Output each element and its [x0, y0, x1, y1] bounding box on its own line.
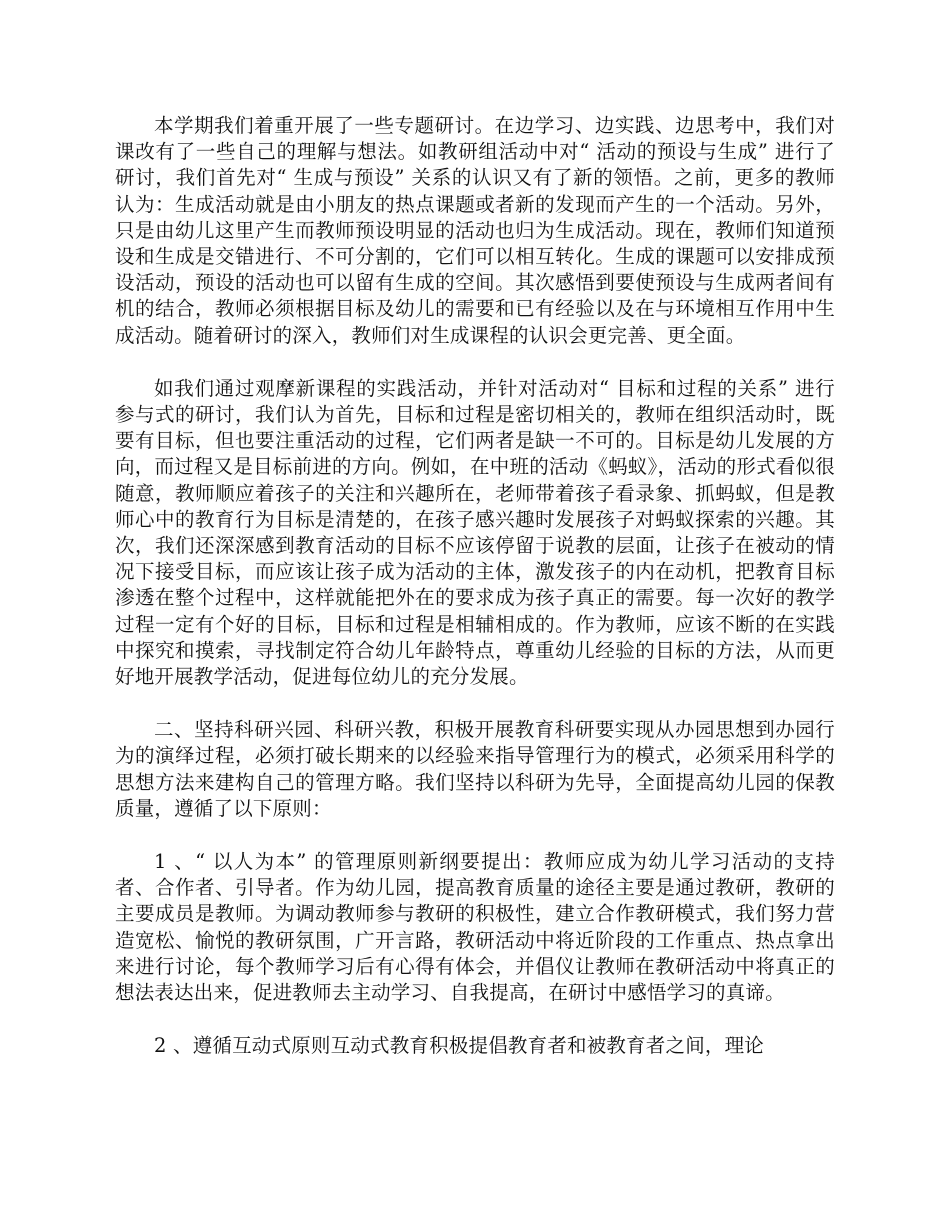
paragraph-people-oriented: 1 、“ 以人为本” 的管理原则新纲要提出：教师应成为幼儿学习活动的支持者、合作者、引导者。作为幼儿园，提高教育质量的途径主要是通过教研，教研的主要成员是教师。为调动教师参与教研的积极性，建立合作教研模式，我们努力营造宽松、愉悦的教研氛围，广开言路，教研活动中将近阶段的工作重点、热点拿出来进行讨论，每个教师学习后有心得有体会，并倡仪让教师在教研活动中将真正的想法表达出来，促进教师去主动学习、自我提高，在研讨中感悟学习的真谛。: [115, 850, 835, 1005]
paragraph-interactive-principle: 2 、遵循互动式原则互动式教育积极提倡教育者和被教育者之间，理论: [154, 1034, 765, 1058]
paragraph-goals-and-process: 如我们通过观摩新课程的实践活动，并针对活动对“ 目标和过程的关系” 进行参与式的研讨，我们认为首先，目标和过程是密切相关的，教师在组织活动时，既要有目标，但也要注重活动的过程，它们两者是缺一不可的。目标是幼儿发展的方向，而过程又是目标前进的方向。例如，在中班的活动《蚂蚁》，活动的形式看似很随意，教师顺应着孩子的关注和兴趣所在，老师带着孩子看录象、抓蚂蚁，但是教师心中的教育行为目标是清楚的，在孩子感兴趣时发展孩子对蚂蚁探索的兴趣。其次，我们还深深感到教育活动的目标不应该停留于说教的层面，让孩子在被动的情况下接受目标，而应该让孩子成为活动的主体，激发孩子的内在动机，把教育目标渗透在整个过程中，这样就能把外在的要求成为孩子真正的需要。每一次好的教学过程一定有个好的目标，目标和过程是相辅相成的。作为教师，应该不断的在实践中探究和摸索，寻找制定符合幼儿年龄特点，尊重幼儿经验的目标的方法，从而更好地开展教学活动，促进每位幼儿的充分发展。: [115, 376, 835, 689]
paragraph-curriculum-reform: 本学期我们着重开展了一些专题研讨。在边学习、边实践、边思考中，我们对课改有了一些自己的理解与想法。如教研组活动中对“ 活动的预设与生成” 进行了研讨，我们首先对“ 生成与预设” 关系的认识又有了新的领悟。之前，更多的教师认为：生成活动就是由小朋友的热点课题或者新的发现而产生的一个活动。另外，只是由幼儿这里产生而教师预设明显的活动也归为生成活动。现在，教师们知道预设和生成是交错进行、不可分割的，它们可以相互转化。生成的课题可以安排成预设活动，预设的活动也可以留有生成的空间。其次感悟到要使预设与生成两者间有机的结合，教师必须根据目标及幼儿的需要和已有经验以及在与环境相互作用中生成活动。随着研讨的深入，教师们对生成课程的认识会更完善、更全面。: [115, 114, 835, 347]
document-page: [115, 113, 835, 1060]
paragraph-research-principles: 二、坚持科研兴园、科研兴教，积极开展教育科研要实现从办园思想到办园行为的演绎过程，必须打破长期来的以经验来指导管理行为的模式，必须采用科学的思想方法来建构自己的管理方略。我们坚持以科研为先导，全面提高幼儿园的保教质量，遵循了以下原则：: [115, 718, 835, 820]
